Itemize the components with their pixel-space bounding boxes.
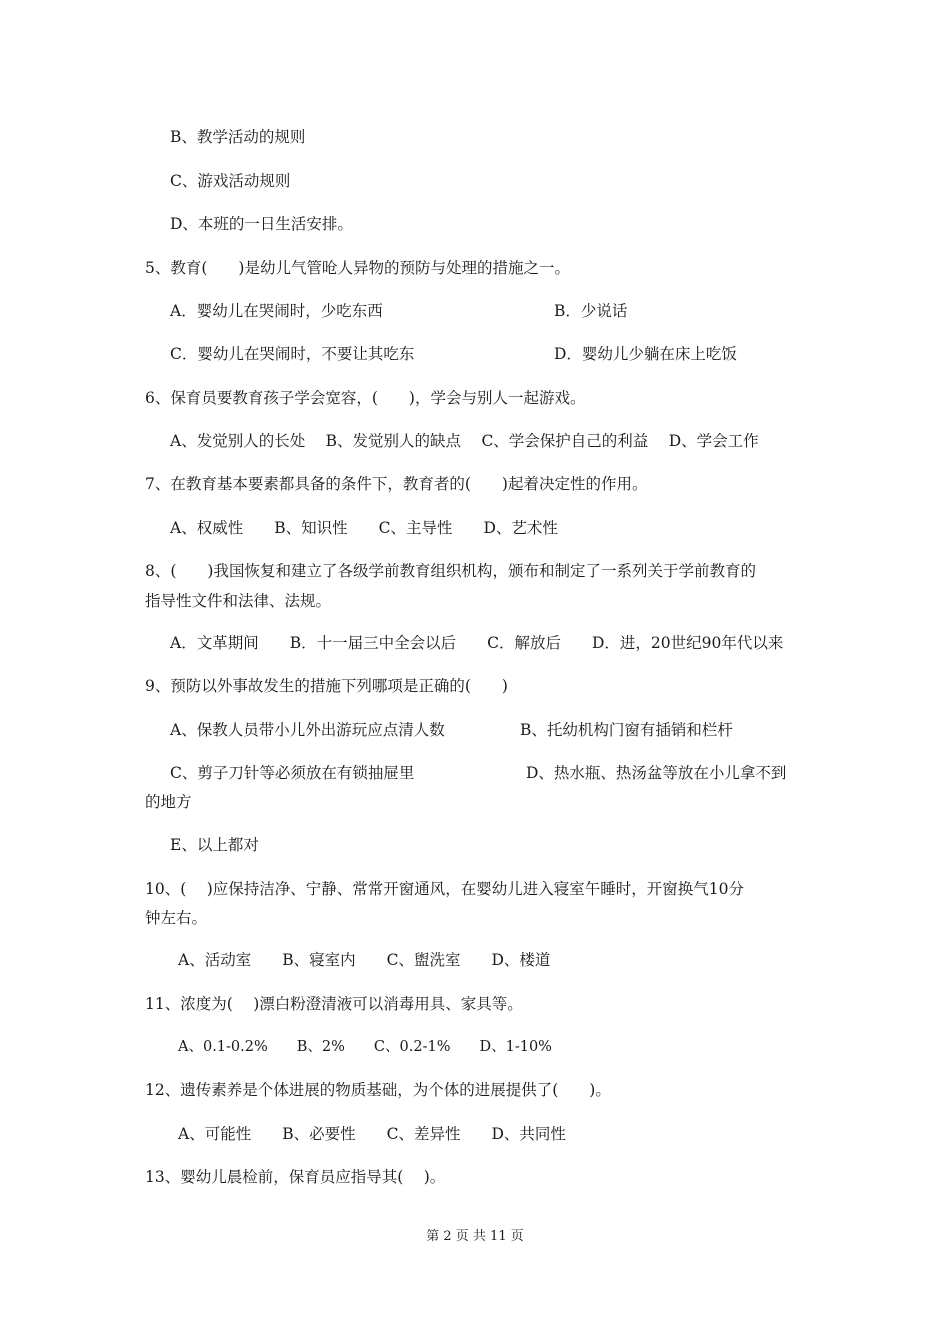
question-10: 10、( )应保持洁净、宁静、常常开窗通风，在婴幼儿进入寝室午睡时，开窗换气10分 bbox=[145, 880, 744, 898]
option-text: B．少说话 bbox=[554, 302, 628, 320]
question-12: 12、遗传素养是个体进展的物质基础，为个体的进展提供了( )。 bbox=[145, 1081, 611, 1099]
options-row: A、0.1-0.2% B、2% C、0.2-1% D、1-10% bbox=[178, 1039, 552, 1055]
question-10-continued: 钟左右。 bbox=[145, 909, 208, 927]
page-footer: 第 2 页 共 11 页 bbox=[426, 1229, 524, 1244]
options-row: A．文革期间 B．十一届三中全会以后 C．解放后 D．进，20世纪90年代以来 bbox=[170, 634, 784, 652]
question-7: 7、在教育基本要素都具备的条件下，教育者的( )起着决定性的作用。 bbox=[145, 475, 648, 493]
option-text: A、保教人员带小儿外出游玩应点清人数 bbox=[170, 721, 445, 739]
question-8: 8、( )我国恢复和建立了各级学前教育组织机构，颁布和制定了一系列关于学前教育的 bbox=[145, 562, 756, 580]
question-5: 5、教育( )是幼儿气管呛人异物的预防与处理的措施之一。 bbox=[145, 259, 570, 277]
options-row: A、可能性 B、必要性 C、差异性 D、共同性 bbox=[178, 1125, 566, 1143]
option-text: D、热水瓶、热汤盆等放在小儿拿不到 bbox=[526, 764, 787, 782]
option-text: C、剪子刀针等必须放在有锁抽屉里 bbox=[170, 764, 415, 782]
options-row: A、权威性 B、知识性 C、主导性 D、艺术性 bbox=[170, 519, 558, 537]
question-9: 9、预防以外事故发生的措施下列哪项是正确的( ) bbox=[145, 677, 508, 695]
option-text: E、以上都对 bbox=[170, 836, 259, 854]
question-13: 13、婴幼儿晨检前，保育员应指导其( )。 bbox=[145, 1168, 446, 1186]
option-text: B、托幼机构门窗有插销和栏杆 bbox=[520, 721, 733, 739]
option-text-continued: 的地方 bbox=[145, 793, 192, 811]
option-text: D．婴幼儿少躺在床上吃饭 bbox=[554, 345, 737, 363]
options-row: A、发觉别人的长处 B、发觉别人的缺点 C、学会保护自己的利益 D、学会工作 bbox=[170, 432, 759, 450]
question-8-continued: 指导性文件和法律、法规。 bbox=[145, 592, 332, 610]
option-text: B、教学活动的规则 bbox=[170, 128, 306, 146]
option-text: C．婴幼儿在哭闹时，不要让其吃东 bbox=[170, 345, 415, 363]
options-row: A、活动室 B、寝室内 C、盥洗室 D、楼道 bbox=[178, 951, 551, 969]
option-text: D、本班的一日生活安排。 bbox=[170, 215, 353, 233]
option-text: C、游戏活动规则 bbox=[170, 172, 291, 190]
question-11: 11、浓度为( )漂白粉澄清液可以消毒用具、家具等。 bbox=[145, 995, 523, 1013]
question-6: 6、保育员要教育孩子学会宽容，( )，学会与别人一起游戏。 bbox=[145, 389, 586, 407]
option-text: A．婴幼儿在哭闹时，少吃东西 bbox=[170, 302, 383, 320]
